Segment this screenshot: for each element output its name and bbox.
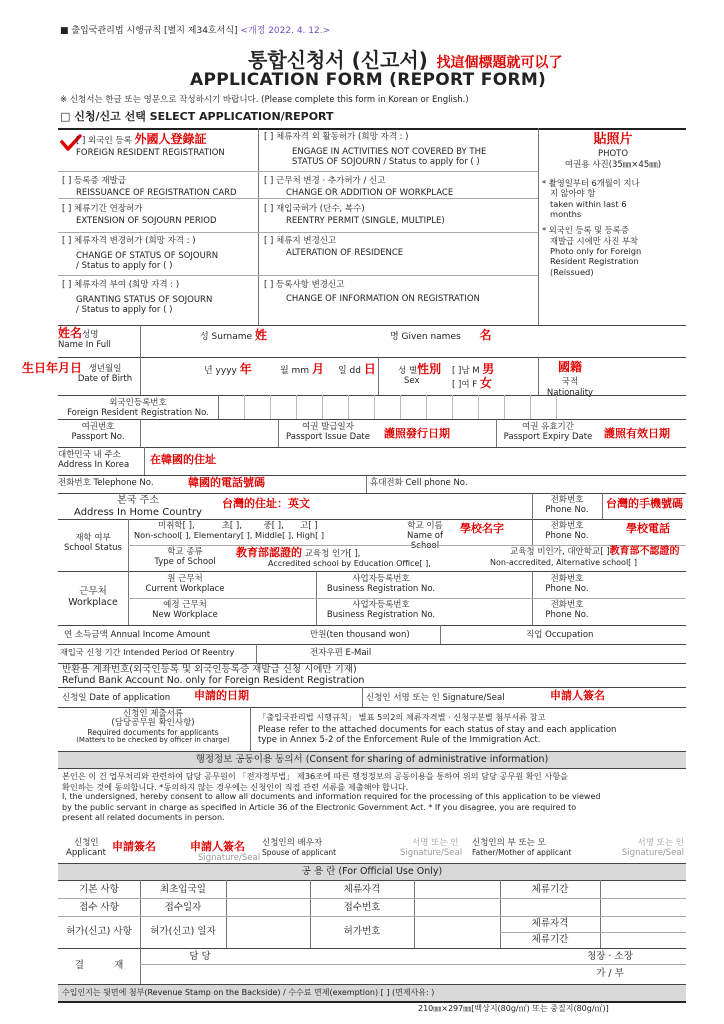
consent-heading: 행정정보 공동이용 동의서 (Consent for sharing of administrative information) bbox=[58, 752, 686, 768]
option-note: 外國人登錄証 bbox=[134, 132, 207, 146]
name-note: 姓名 bbox=[58, 326, 83, 340]
revenue-stamp-note: 수입인지는 뒷면에 첨부(Revenue Stamp on the Backside) / 수수료 면제(exemption) [ ] (면제사유: ) bbox=[58, 985, 686, 1001]
sex-male-option[interactable]: [ ]남 M 男 bbox=[452, 362, 495, 376]
paper-spec: 210㎜×297㎜[백상지(80g/㎡) 또는 중질지(80g/㎡)] bbox=[418, 1004, 609, 1013]
documents-label: 신청인 제출서류 (담당공무원 확인사항) Required documents for applicants (Matters to be checked by officer in charge) bbox=[76, 709, 230, 744]
official-intake-label: 접수 사항 bbox=[79, 902, 119, 913]
documents-text: 「출입국관리법 시행규칙」 별표 5의2의 체류자격별 · 신청구분별 첨부서류 참고 Please refer to the attached documents for each status of stay and each application type in Annex 5-2 of the Enforcement Rule of the Immigration Act. bbox=[258, 712, 617, 746]
birth-label: 생년월일 Date of Birth bbox=[77, 364, 133, 385]
frn-label: 외국인등록번호 Foreign Resident Registration No. bbox=[67, 398, 209, 419]
consent-text: 본인은 이 건 업무처리와 관련하여 담당 공무원이 「전자정부법」 제36조에 따른 행정정보의 공동이용을 통하여 위의 담당 공무원 확인 사항을 확인하는 것에 동의합니다. *동의하지 않는 경우에는 신청인이 직접 관련 서류를 제출해야 합니다. I, the undersigned, hereby consent to allow all documents and information required for the processing of this application to be viewed by the public servant in charge as specified in Article 36 of the Electronic Government Act. * If you disagree, you are required to present all related documents in person. bbox=[62, 771, 601, 823]
school-name-field[interactable]: 學校名字 bbox=[460, 522, 504, 535]
consent-parent-signature[interactable]: 서명 또는 인 Signature/Seal bbox=[621, 838, 684, 859]
cellphone-label: 휴대전화 Cell phone No. bbox=[370, 478, 468, 488]
sex-label: 성 별性別 Sex bbox=[398, 362, 442, 387]
consent-parent-label: 신청인의 부 또는 모 Father/Mother of applicant bbox=[472, 838, 572, 858]
title-annotation: 找這個標題就可以了 bbox=[436, 55, 563, 71]
consent-applicant-sig-label: Signature/Seal bbox=[198, 853, 261, 863]
revision-date: <개정 2022. 4. 12.> bbox=[240, 26, 331, 36]
current-workplace-label: 원 근무처 Current Workplace bbox=[145, 574, 225, 595]
photo-size: 여권용 사진(35㎜×45㎜) bbox=[564, 159, 662, 170]
form-rule-text: ■ 출입국관리법 시행규칙 [별지 제34호서식] bbox=[60, 26, 238, 36]
home-address-field[interactable]: 台灣的住址：英文 bbox=[222, 497, 310, 510]
application-date-field[interactable]: 申請的日期 bbox=[194, 689, 249, 702]
workplace-label: 근무처 Workplace bbox=[68, 586, 118, 609]
new-workplace-label: 예정 근무처 New Workplace bbox=[152, 600, 218, 621]
current-workplace-phone-label: 전화번호 Phone No. bbox=[545, 574, 589, 595]
photo-box[interactable] bbox=[540, 130, 686, 324]
income-unit[interactable]: 만원(ten thousand won) bbox=[310, 630, 410, 640]
photo-label: PHOTO bbox=[597, 148, 629, 159]
page-title-en: APPLICATION FORM (REPORT FORM) bbox=[190, 70, 547, 90]
official-heading: 공 용 란 (For Official Use Only) bbox=[58, 864, 686, 880]
school-phone-label: 전화번호 Phone No. bbox=[545, 521, 589, 542]
official-status2-label: 체류자격 bbox=[531, 918, 569, 929]
school-name-label: 학교 이름 Name of School bbox=[407, 521, 443, 552]
school-level-options[interactable]: 미취학[ ], 초[ ], 중[ ], 고[ ] Non-school[ ], Elementary[ ], Middle[ ], High[ ] bbox=[134, 521, 325, 541]
application-date-label: 신청일 Date of application bbox=[62, 693, 171, 703]
birth-year-field[interactable]: 년 yyyy 年 bbox=[204, 362, 252, 376]
school-type-label: 학교 종류 Type of School bbox=[154, 547, 216, 568]
telephone-label: 전화번호 Telephone No. bbox=[58, 478, 154, 488]
form-rule-line bbox=[60, 26, 330, 37]
official-period2-label: 체류기간 bbox=[531, 934, 569, 945]
home-address-label: 본국 주소 Address In Home Country bbox=[74, 495, 202, 518]
instruction-text: ※ 신청서는 한글 또는 영문으로 작성하시기 바랍니다. (Please complete this form in Korean or English.) bbox=[60, 95, 469, 105]
official-permit-no-label: 허가번호 bbox=[343, 926, 381, 937]
passport-expiry-note[interactable]: 護照有效日期 bbox=[604, 427, 670, 440]
page-title-ko: 통합신청서 (신고서) bbox=[248, 48, 428, 72]
nationality-label: 國籍 국적 Nationality bbox=[546, 360, 594, 398]
official-permit-date-label: 허가(신고) 일자 bbox=[150, 926, 216, 937]
passport-issue-note[interactable]: 護照發行日期 bbox=[384, 427, 450, 440]
school-accredited-option[interactable]: 教育部認證的 교육청 인가[ ], Accredited school by Education Office[ ], bbox=[236, 546, 431, 569]
applicant-signature-field[interactable]: 申請人簽名 bbox=[550, 689, 605, 702]
consent-applicant-signature[interactable]: 申請人簽名 bbox=[190, 840, 245, 853]
consent-spouse-signature[interactable]: 서명 또는 인 Signature/Seal bbox=[400, 838, 463, 859]
passport-no-field[interactable] bbox=[142, 421, 276, 445]
official-staff-label: 담 당 bbox=[189, 951, 211, 962]
option-workplace-change[interactable]: [ ] 근무처 변경 · 추가허가 / 신고 CHANGE OR ADDITION OF WORKPLACE bbox=[264, 176, 454, 199]
consent-applicant-label: 신청인 Applicant bbox=[66, 838, 106, 859]
official-period-label: 체류기간 bbox=[531, 884, 569, 895]
income-label: 연 소득금액 Annual Income Amount bbox=[64, 630, 211, 640]
school-phone-field[interactable]: 學校電話 bbox=[626, 522, 670, 535]
official-basic-label: 기본 사항 bbox=[79, 884, 119, 895]
email-label: 전자우편 E-Mail bbox=[310, 648, 372, 658]
official-chief-label: 청장 · 소장 bbox=[587, 951, 633, 962]
option-granting-status[interactable]: [ ] 체류자격 부여 (희망 자격 : ) GRANTING STATUS OF SOJOURN / Status to apply for ( ) bbox=[62, 280, 213, 316]
official-status-label: 체류자격 bbox=[343, 884, 381, 895]
official-permit-label: 허가(신고) 사항 bbox=[66, 926, 132, 937]
occupation-label: 직업 Occupation bbox=[526, 630, 594, 640]
home-phone-label: 전화번호 Phone No. bbox=[545, 495, 589, 516]
telephone-field[interactable]: 韓國的電話號碼 bbox=[188, 476, 265, 489]
address-label: 대한민국 내 주소 Address In Korea bbox=[58, 450, 130, 471]
birth-month-field[interactable]: 월 mm 月 bbox=[280, 362, 324, 376]
applicant-signature-label: 신청인 서명 또는 인 Signature/Seal bbox=[366, 693, 505, 703]
option-foreign-registration[interactable]: [ ] 외국인 등록 外國人登錄証 FOREIGN RESIDENT REGISTRATION bbox=[76, 132, 225, 159]
option-extension[interactable]: [ ] 체류기간 연장허가 EXTENSION OF SOJOURN PERIOD bbox=[62, 204, 217, 227]
current-brn-label: 사업자등록번호 Business Registration No. bbox=[326, 574, 436, 595]
new-workplace-phone-label: 전화번호 Phone No. bbox=[545, 600, 589, 621]
official-intake-no-label: 접수번호 bbox=[343, 902, 381, 913]
address-korea-field[interactable]: 在韓國的住址 bbox=[150, 453, 216, 466]
new-brn-label: 사업자등록번호 Business Registration No. bbox=[326, 600, 436, 621]
title-row bbox=[248, 48, 563, 72]
official-approve-option[interactable]: 가 / 부 bbox=[596, 968, 624, 979]
official-intake-date-label: 접수일자 bbox=[164, 902, 202, 913]
official-decision-label: 결 재 bbox=[74, 960, 124, 971]
passport-issue-label: 여권 발급일자 Passport Issue Date bbox=[286, 422, 370, 443]
option-activities[interactable]: [ ] 체류자격 외 활동허가 (희망 자격 : ) ENGAGE IN ACTIVITIES NOT COVERED BY THE STATUS OF SOJOURN / Status to apply for ( ) bbox=[264, 132, 487, 168]
select-heading: □ 신청/신고 선택 SELECT APPLICATION/REPORT bbox=[60, 110, 334, 123]
option-info-change[interactable]: [ ] 등록사항 변경신고 CHANGE OF INFORMATION ON REGISTRATION bbox=[264, 280, 480, 305]
refund-account-label: 반환용 계좌번호(외국인등록 및 외국인등록증 재발급 신청 시에만 기재) Refund Bank Account No. only for Foreign Resident Registration bbox=[62, 664, 365, 687]
home-phone-field[interactable]: 台灣的手機號碼 bbox=[606, 497, 683, 510]
given-names-field[interactable]: 명 Given names 名 bbox=[390, 328, 492, 342]
birth-day-field[interactable]: 일 dd 日 bbox=[338, 362, 376, 376]
option-reissuance[interactable]: [ ] 등록증 재발급 REISSUANCE OF REGISTRATION CARD bbox=[62, 176, 237, 199]
reentry-period-label: 재입국 신청 기간 Intended Period Of Reentry bbox=[60, 647, 235, 657]
birth-note: 生日年月日 bbox=[22, 361, 83, 375]
school-status-label: 재학 여부 School Status bbox=[63, 533, 122, 554]
sex-female-option[interactable]: [ ]여 F 女 bbox=[452, 376, 492, 390]
school-nonaccredited-option[interactable]: 교육청 비인가, 대안학교[ ]教育部不認證的 Non-accredited, Alternative school[ ] bbox=[490, 546, 680, 567]
option-residence-alteration[interactable]: [ ] 체류지 변경신고 ALTERATION OF RESIDENCE bbox=[264, 236, 404, 259]
consent-spouse-label: 신청인의 배우자 Spouse of applicant bbox=[262, 838, 337, 858]
photo-instructions: * 촬영일부터 6개월이 지나 지 않아야 함 taken within last 6 months * 외국인 등록 및 등록증 재발급 시에만 사진 부착 Photo only for Foreign Resident Registration (Reissued) bbox=[542, 177, 642, 277]
official-first-entry-label: 최초입국일 bbox=[160, 884, 206, 895]
photo-note: 貼照片 bbox=[593, 132, 633, 147]
consent-applicant-name[interactable]: 申請簽名 bbox=[112, 840, 156, 853]
name-label: 姓名성명 Name In Full bbox=[58, 326, 111, 351]
passport-no-label: 여권번호 Passport No. bbox=[71, 422, 125, 443]
surname-field[interactable]: 성 Surname 姓 bbox=[200, 328, 267, 342]
option-change-status[interactable]: [ ] 체류자격 변경허가 (희망 자격 : ) CHANGE OF STATUS OF SOJOURN / Status to apply for ( ) bbox=[62, 236, 219, 272]
passport-expiry-label: 여권 유효기간 Passport Expiry Date bbox=[503, 422, 593, 443]
option-reentry-permit[interactable]: [ ] 재입국허가 (단수, 복수) REENTRY PERMIT (SINGLE, MULTIPLE) bbox=[264, 204, 445, 227]
